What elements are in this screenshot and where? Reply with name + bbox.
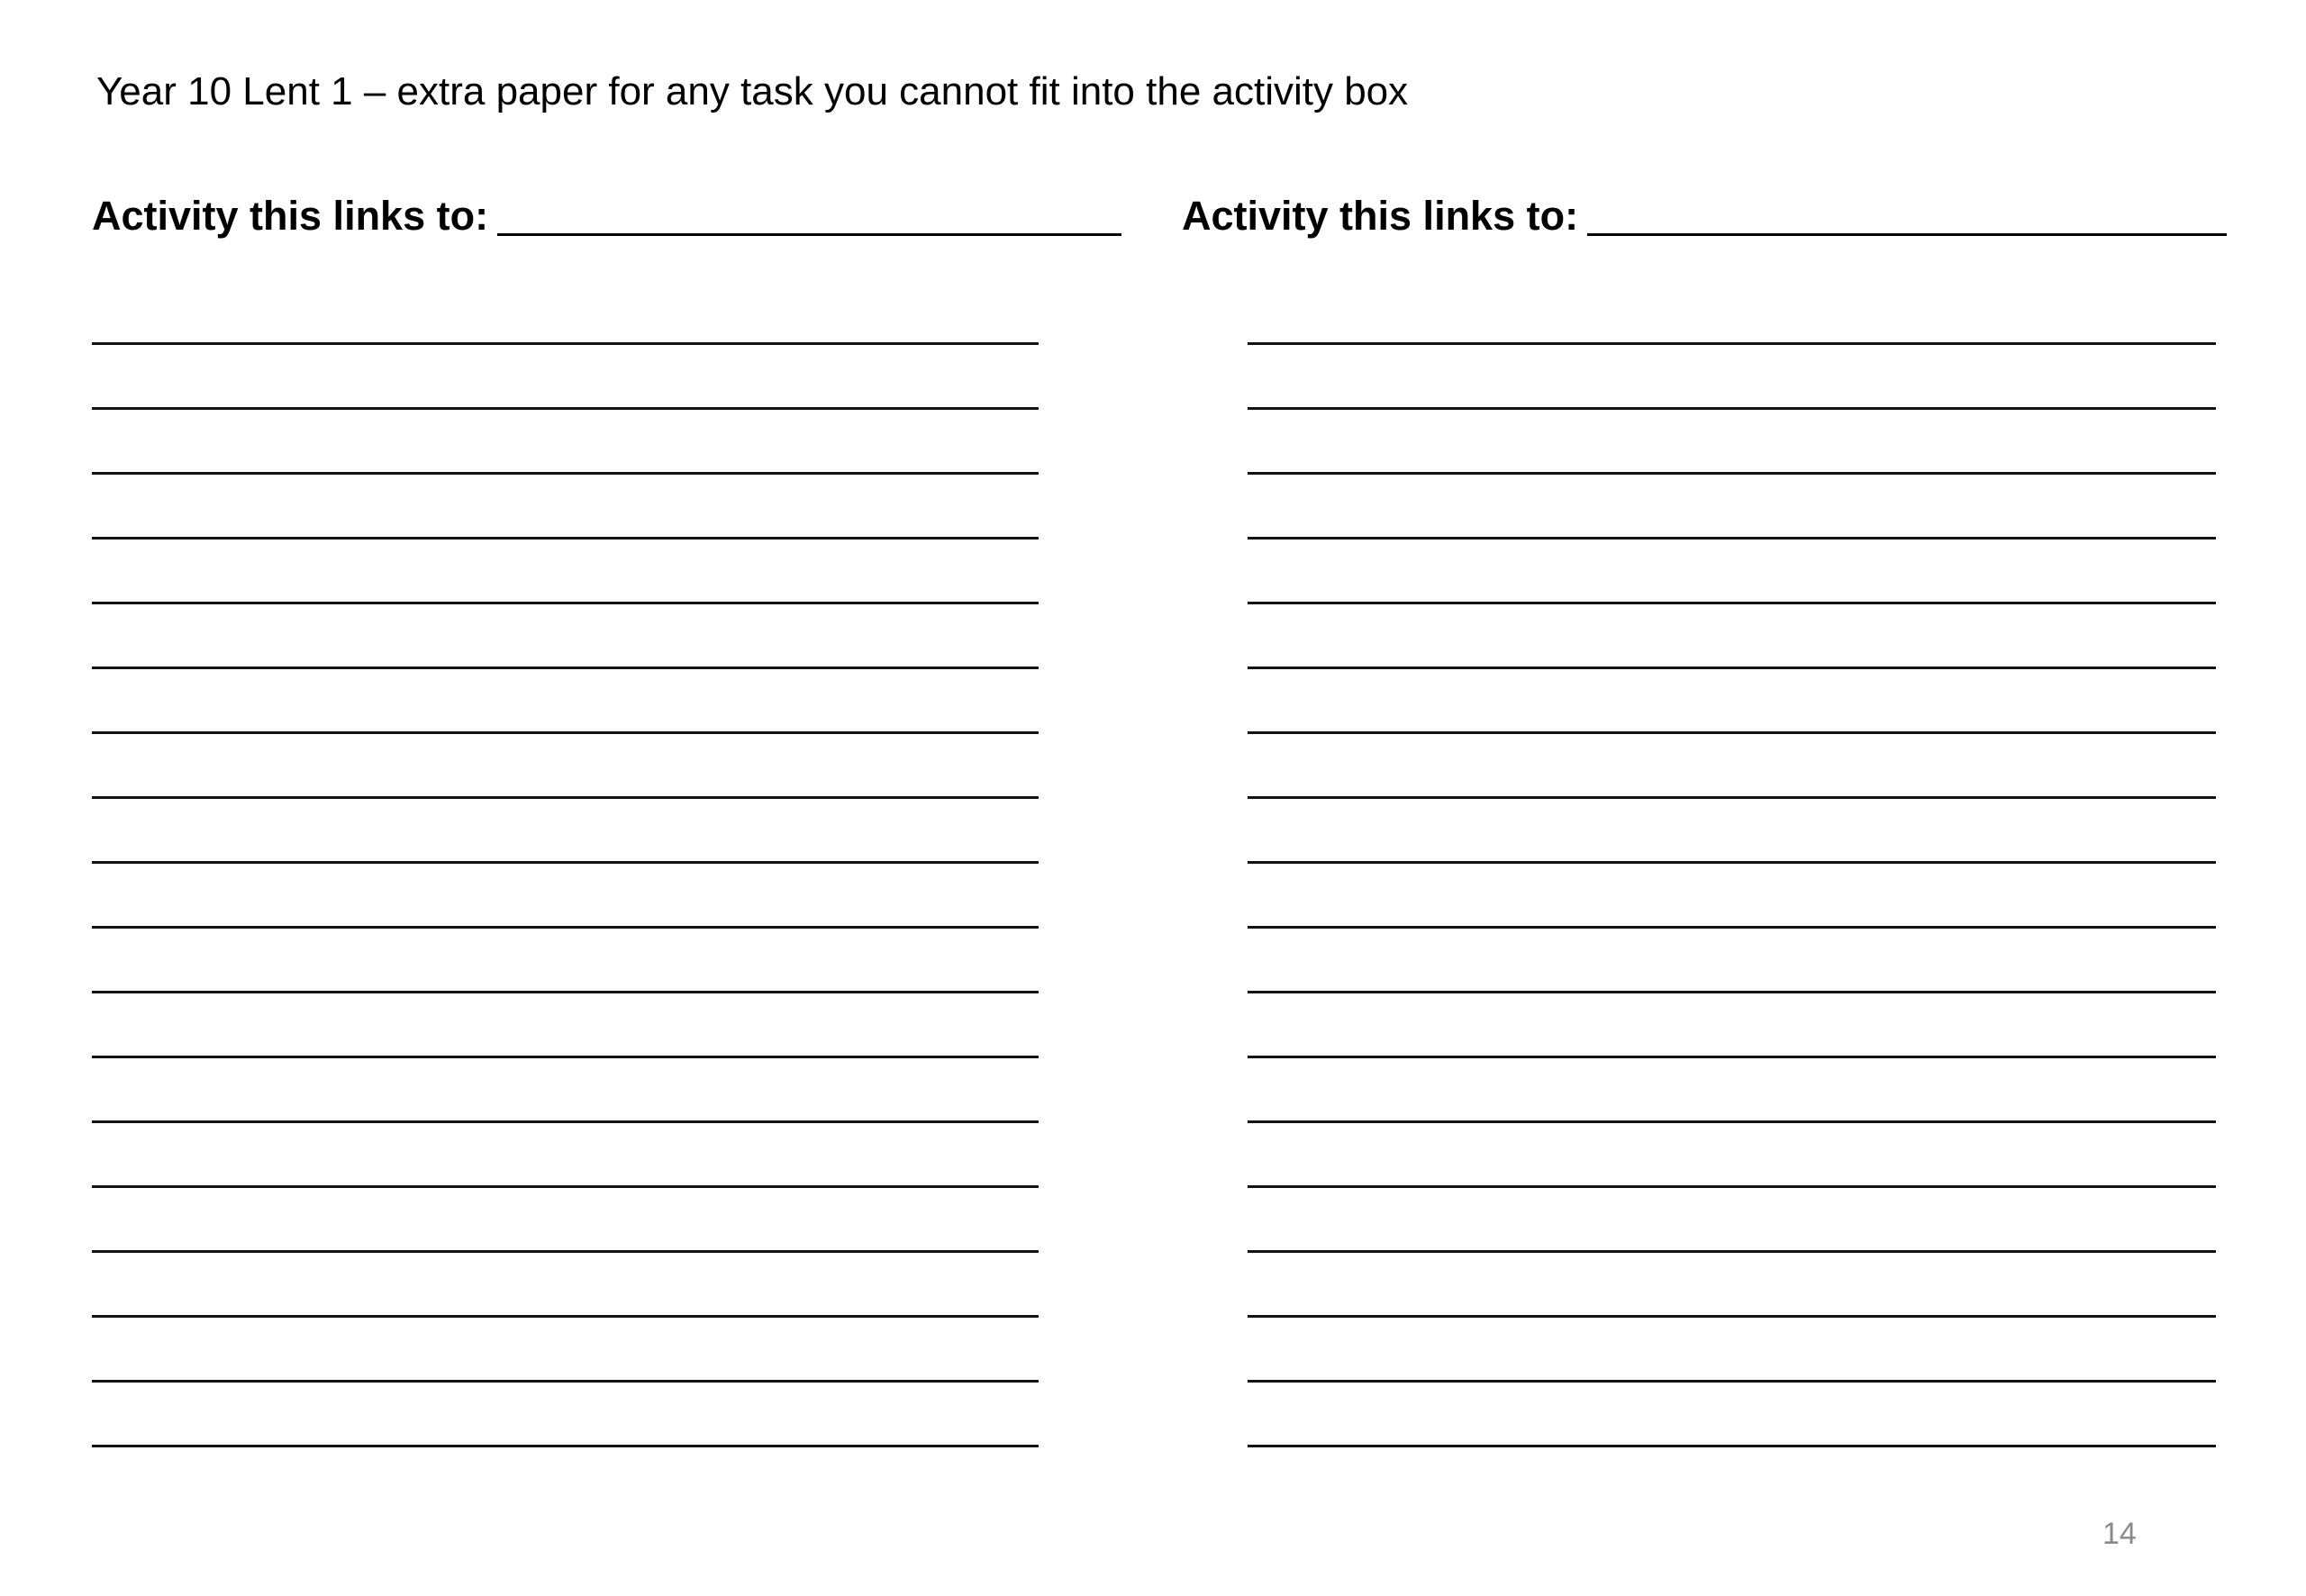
writing-line[interactable] <box>92 796 1039 799</box>
writing-line[interactable] <box>92 1056 1039 1058</box>
writing-line[interactable] <box>92 1185 1039 1188</box>
writing-line[interactable] <box>1248 1120 2216 1123</box>
writing-line[interactable] <box>92 602 1039 604</box>
right-writing-column <box>1182 191 2227 241</box>
writing-line[interactable] <box>1248 861 2216 864</box>
writing-line[interactable] <box>92 991 1039 993</box>
page-title: Year 10 Lent 1 – extra paper for any task you cannot fit into the activity box <box>96 69 1409 113</box>
writing-line[interactable] <box>92 731 1039 734</box>
writing-line[interactable] <box>92 407 1039 410</box>
writing-line[interactable] <box>1248 1250 2216 1253</box>
activity-label-left: Activity this links to: <box>92 193 489 239</box>
left-writing-column <box>92 191 1137 241</box>
writing-line[interactable] <box>92 1120 1039 1123</box>
writing-line[interactable] <box>92 926 1039 929</box>
writing-line[interactable] <box>92 472 1039 475</box>
writing-line[interactable] <box>92 667 1039 669</box>
writing-line[interactable] <box>1248 926 2216 929</box>
writing-line[interactable] <box>1248 1185 2216 1188</box>
writing-line[interactable] <box>1248 1380 2216 1383</box>
activity-heading-left <box>92 191 1137 241</box>
writing-line[interactable] <box>1248 407 2216 410</box>
writing-line[interactable] <box>1248 1445 2216 1447</box>
writing-line[interactable] <box>92 342 1039 345</box>
activity-heading-right <box>1182 191 2227 241</box>
page-number: 14 <box>2102 1517 2137 1551</box>
writing-line[interactable] <box>1248 602 2216 604</box>
writing-line[interactable] <box>1248 731 2216 734</box>
activity-label-right: Activity this links to: <box>1182 193 1579 239</box>
writing-line[interactable] <box>92 861 1039 864</box>
writing-line[interactable] <box>92 1380 1039 1383</box>
writing-lines-left <box>92 342 1039 1510</box>
writing-line[interactable] <box>1248 667 2216 669</box>
writing-line[interactable] <box>92 1250 1039 1253</box>
activity-blank-right[interactable] <box>1587 233 2227 236</box>
writing-line[interactable] <box>1248 472 2216 475</box>
writing-line[interactable] <box>1248 991 2216 993</box>
writing-line[interactable] <box>1248 1315 2216 1318</box>
writing-line[interactable] <box>1248 1056 2216 1058</box>
writing-line[interactable] <box>1248 796 2216 799</box>
writing-line[interactable] <box>92 1445 1039 1447</box>
activity-blank-left[interactable] <box>497 233 1121 236</box>
writing-lines-right <box>1248 342 2216 1510</box>
writing-line[interactable] <box>92 537 1039 540</box>
writing-line[interactable] <box>1248 342 2216 345</box>
writing-line[interactable] <box>92 1315 1039 1318</box>
writing-line[interactable] <box>1248 537 2216 540</box>
